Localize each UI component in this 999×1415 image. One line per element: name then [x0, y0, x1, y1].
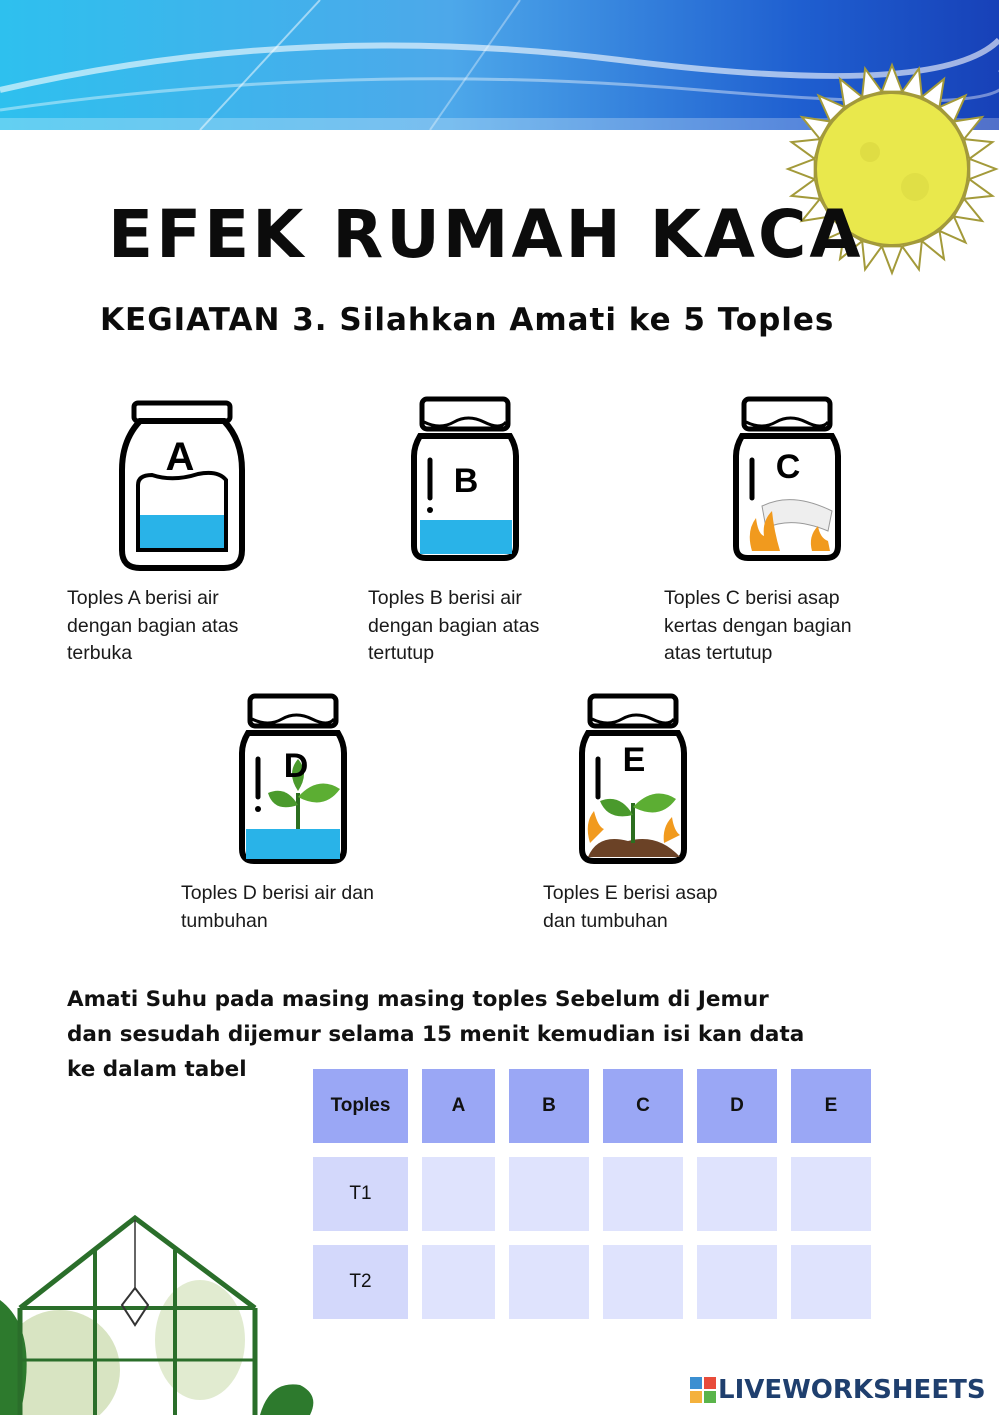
jar-e-caption: Toples E berisi asap dan tumbuhan	[543, 882, 718, 932]
instruction-text: Amati Suhu pada masing masing toples Sebelum di Jemur dan sesudah dijemur selama 15 menit kemudian isi kan data ke dalam tabel	[67, 987, 805, 1082]
table-header-cell: A	[422, 1069, 495, 1143]
table-header-cell: C	[603, 1069, 683, 1143]
jar-c-letter: C	[775, 448, 801, 486]
table-row	[313, 1157, 871, 1231]
brand-logo	[690, 1374, 986, 1406]
jar-d-icon	[238, 693, 348, 867]
row-label: T2	[313, 1245, 408, 1319]
input-cell[interactable]	[422, 1157, 495, 1231]
brand-logo-icon	[690, 1377, 716, 1403]
jar-b-caption: Toples B berisi air dengan bagian atas tertutup	[368, 587, 540, 664]
table-header-row	[313, 1069, 871, 1143]
activity-subtitle: KEGIATAN 3. Silahkan Amati ke 5 Toples	[100, 302, 835, 338]
jar-a-caption: Toples A berisi air dengan bagian atas terbuka	[67, 587, 239, 664]
jar-d-caption: Toples D berisi air dan tumbuhan	[181, 882, 374, 932]
input-cell[interactable]	[697, 1245, 777, 1319]
greenhouse-icon	[0, 1210, 330, 1415]
row-label: T1	[313, 1157, 408, 1231]
input-cell[interactable]	[603, 1157, 683, 1231]
jar-a-letter: A	[165, 435, 195, 479]
input-cell[interactable]	[791, 1157, 871, 1231]
input-cell[interactable]	[509, 1157, 589, 1231]
jar-c-icon	[732, 396, 842, 564]
jar-a-icon	[118, 400, 246, 572]
input-cell[interactable]	[422, 1245, 495, 1319]
jar-e-icon	[578, 693, 688, 867]
input-cell[interactable]	[603, 1245, 683, 1319]
jar-b-letter: B	[453, 462, 479, 500]
table-row	[313, 1245, 871, 1319]
input-cell[interactable]	[509, 1245, 589, 1319]
input-cell[interactable]	[697, 1157, 777, 1231]
table-header-cell: Toples	[313, 1069, 408, 1143]
brand-name: LIVEWORKSHEETS	[718, 1375, 986, 1405]
table-header-cell: E	[791, 1069, 871, 1143]
table-header-cell: B	[509, 1069, 589, 1143]
jar-e-letter: E	[622, 741, 646, 779]
input-cell[interactable]	[791, 1245, 871, 1319]
jar-d-letter: D	[283, 747, 309, 785]
jar-b-icon	[410, 396, 520, 564]
table-header-cell: D	[697, 1069, 777, 1143]
jar-c-caption: Toples C berisi asap kertas dengan bagian atas tertutup	[664, 587, 852, 664]
temperature-table	[299, 1055, 885, 1333]
page-title: EFEK RUMAH KACA	[108, 196, 864, 273]
